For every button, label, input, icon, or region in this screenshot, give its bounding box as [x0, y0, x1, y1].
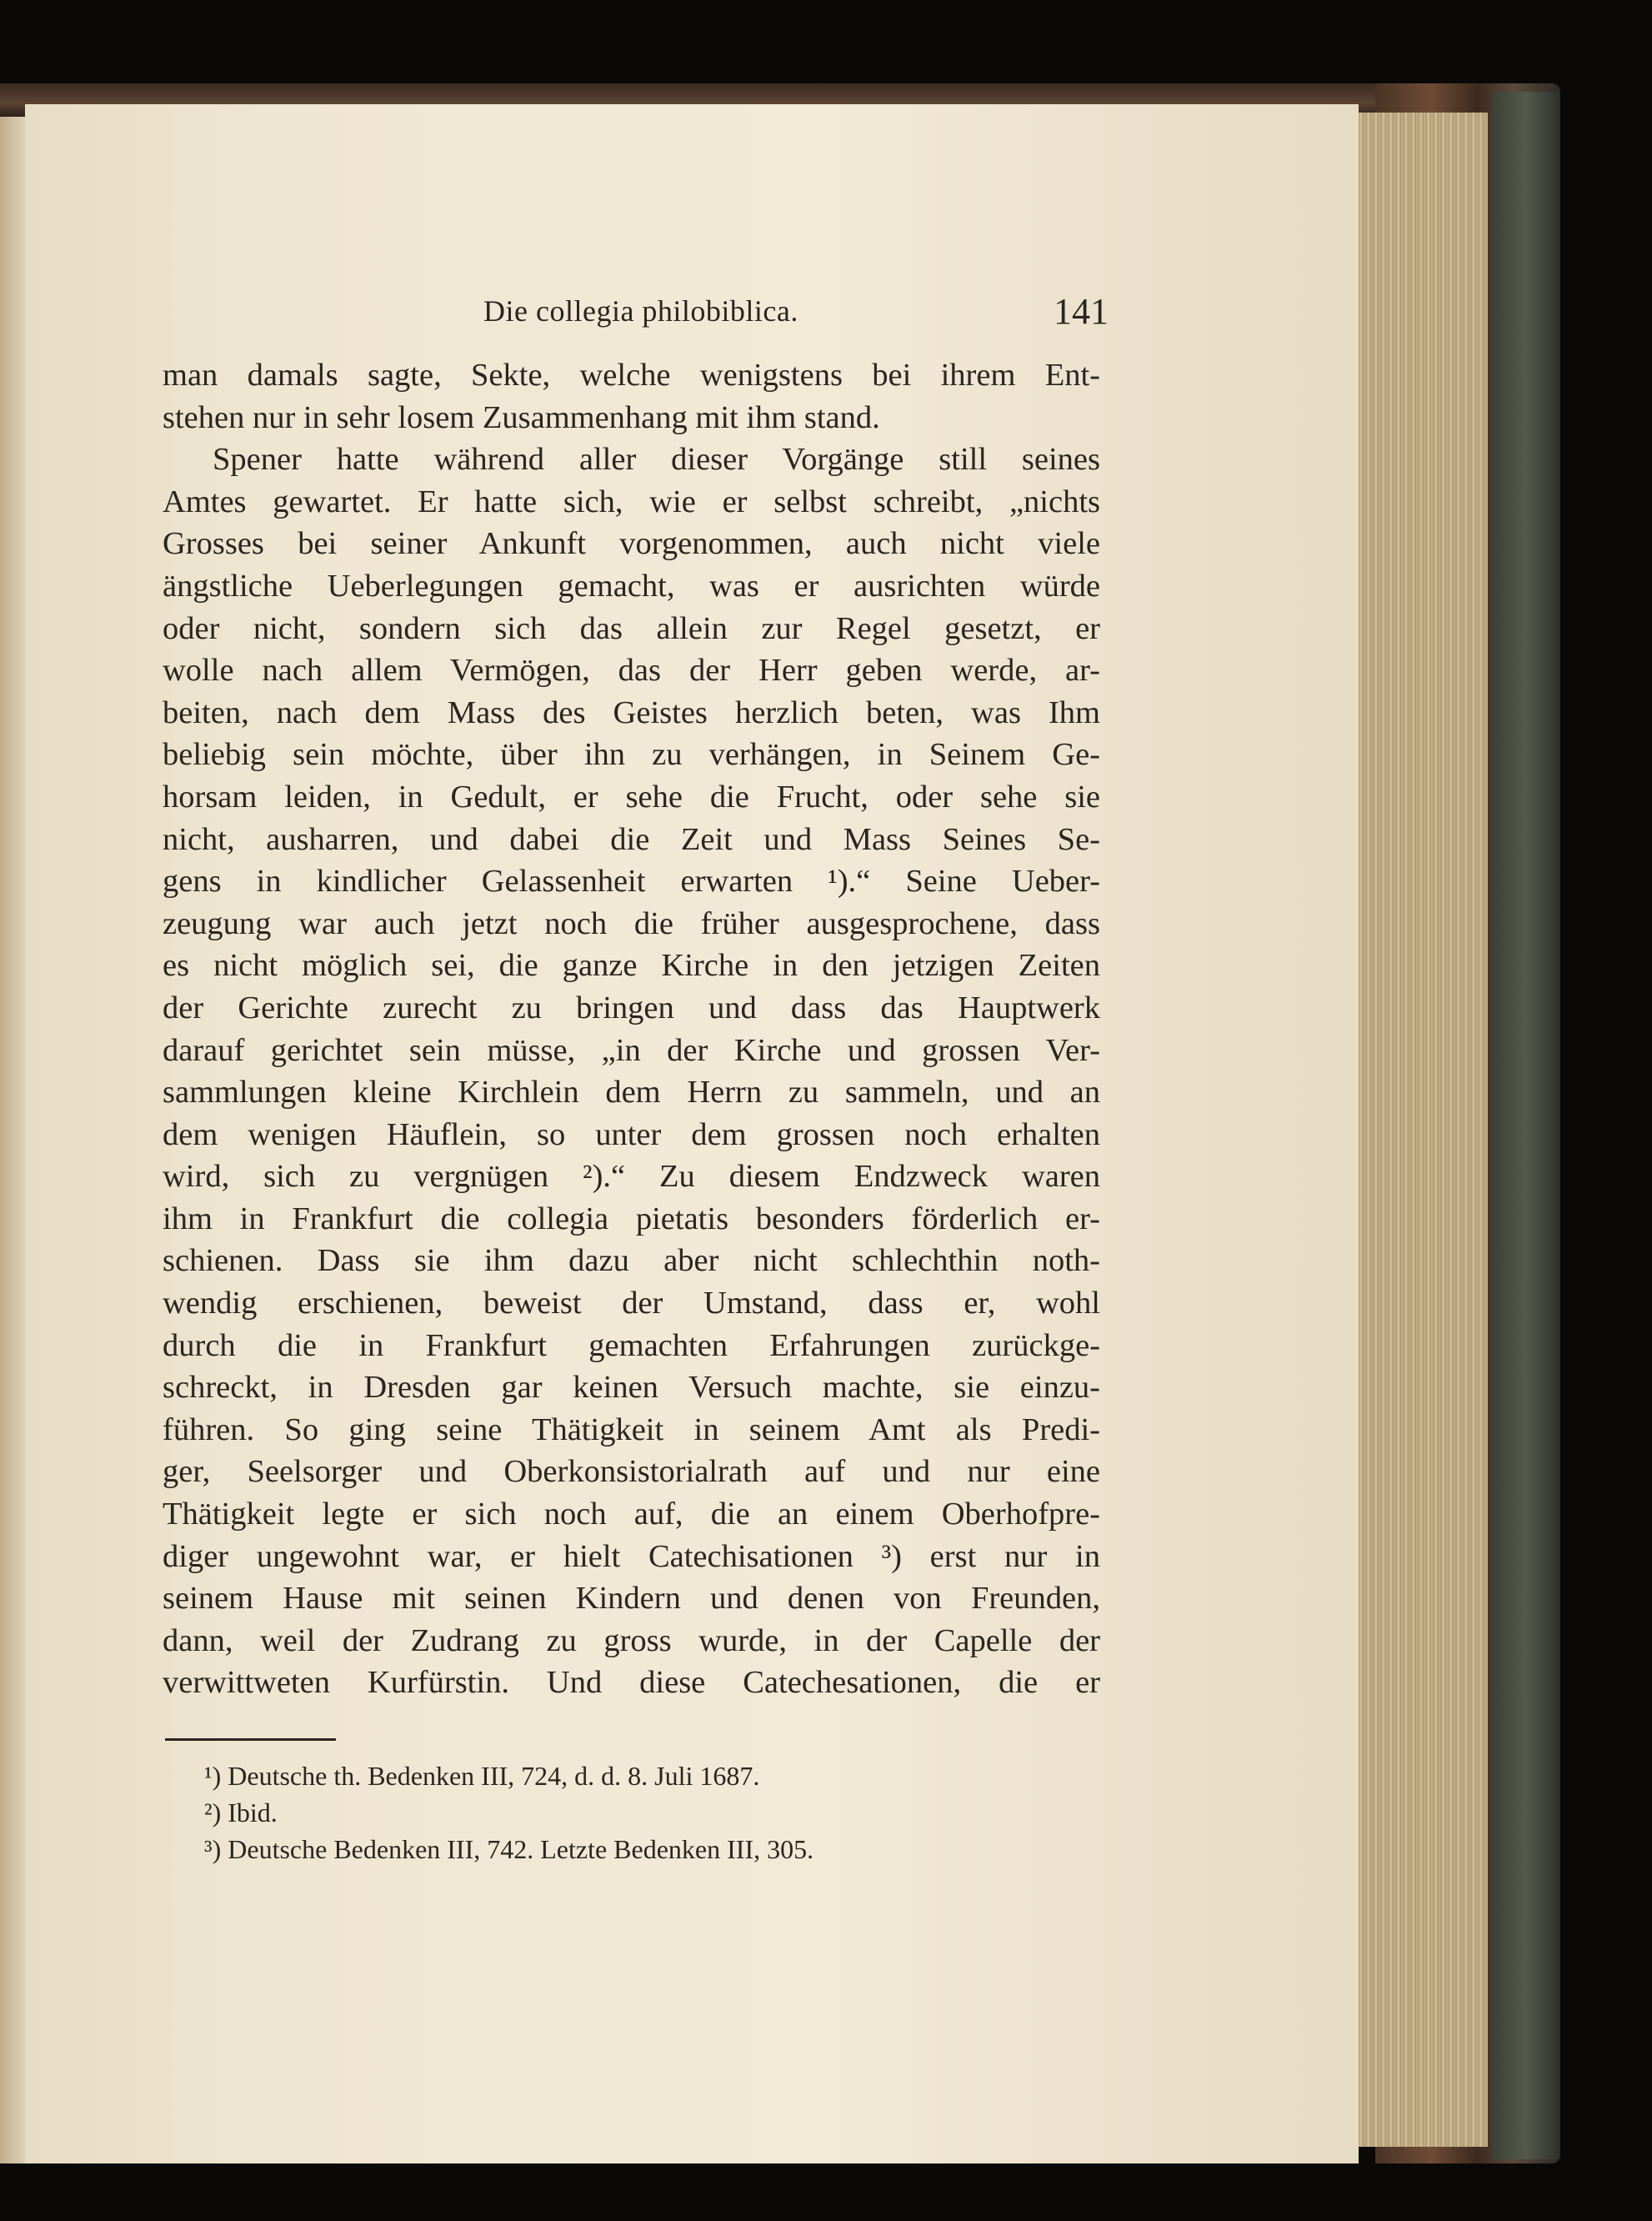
- text-line: Amtes gewartet. Er hatte sich, wie er selbst schreibt, „nichts: [163, 484, 1100, 519]
- text-line: beiten, nach dem Mass des Geistes herzlich beten, was Ihm: [163, 694, 1100, 730]
- text-line: durch die in Frankfurt gemachten Erfahrungen zurückge-: [163, 1327, 1100, 1363]
- body-text: [163, 354, 1100, 1704]
- text-line: darauf gerichtet sein müsse, „in der Kirche und grossen Ver-: [163, 1032, 1100, 1068]
- text-line: ger, Seelsorger und Oberkonsistorialrath auf und nur eine: [163, 1454, 1100, 1490]
- text-line: Thätigkeit legte er sich noch auf, die an einem Oberhofpre-: [163, 1497, 1100, 1532]
- text-line: diger ungewohnt war, er hielt Catechisationen ³) erst nur in: [163, 1538, 1100, 1574]
- text-line: zeugung war auch jetzt noch die früher ausgesprochene, dass: [163, 905, 1100, 941]
- text-line: dann, weil der Zudrang zu gross wurde, in der Capelle der: [163, 1622, 1100, 1658]
- text-line: seinem Hause mit seinen Kindern und denen von Freunden,: [163, 1581, 1100, 1617]
- text-line: ihm in Frankfurt die collegia pietatis besonders förderlich er-: [163, 1201, 1100, 1236]
- text-line: man damals sagte, Sekte, welche wenigstens bei ihrem Ent-: [163, 358, 1100, 393]
- text-line: wird, sich zu vergnügen ²).“ Zu diesem Endzweck waren: [163, 1159, 1100, 1195]
- text-line: ängstliche Ueberlegungen gemacht, was er ausrichten würde: [163, 568, 1100, 604]
- text-line: gens in kindlicher Gelassenheit erwarten ¹).“ Seine Ueber-: [163, 864, 1100, 900]
- footnote: ¹) Deutsche th. Bedenken III, 724, d. d. 8. Juli 1687.: [204, 1761, 760, 1791]
- text-line: schreckt, in Dresden gar keinen Versuch machte, sie einzu-: [163, 1370, 1100, 1406]
- text-line: beliebig sein möchte, über ihn zu verhängen, in Seinem Ge-: [163, 737, 1100, 773]
- text-line: nicht, ausharren, und dabei die Zeit und Mass Seines Se-: [163, 821, 1100, 857]
- text-line: verwittweten Kurfürstin. Und diese Catechesationen, die er: [163, 1665, 1100, 1701]
- running-head: Die collegia philobiblica.: [483, 294, 798, 328]
- footnote: ³) Deutsche Bedenken III, 742. Letzte Bedenken III, 305.: [204, 1834, 814, 1864]
- page-header: [483, 283, 1109, 342]
- text-line: wolle nach allem Vermögen, das der Herr geben werde, ar-: [163, 653, 1100, 689]
- text-line: sammlungen kleine Kirchlein dem Herrn zu sammeln, und an: [163, 1075, 1100, 1110]
- text-line: führen. So ging seine Thätigkeit in seinem Amt als Predi-: [163, 1411, 1100, 1447]
- text-line: dem wenigen Häuflein, so unter dem grossen noch erhalten: [163, 1116, 1100, 1152]
- text-line: Spener hatte während aller dieser Vorgänge still seines: [213, 442, 1100, 478]
- text-line: horsam leiden, in Gedult, er sehe die Frucht, oder sehe sie: [163, 779, 1100, 815]
- page-number: 141: [1054, 291, 1109, 332]
- text-line: stehen nur in sehr losem Zusammenhang mit ihm stand.: [163, 399, 880, 435]
- footnotes: [163, 1757, 996, 1868]
- text-line: es nicht möglich sei, die ganze Kirche in den jetzigen Zeiten: [163, 948, 1100, 984]
- text-line: der Gerichte zurecht zu bringen und dass das Hauptwerk: [163, 990, 1100, 1025]
- text-line: Grosses bei seiner Ankunft vorgenommen, auch nicht viele: [163, 526, 1100, 562]
- footnote: ²) Ibid.: [204, 1797, 278, 1827]
- text-line: schienen. Dass sie ihm dazu aber nicht schlechthin noth-: [163, 1243, 1100, 1279]
- text-line: wendig erschienen, beweist der Umstand, dass er, wohl: [163, 1286, 1100, 1321]
- footnote-rule: [165, 1738, 336, 1741]
- text-line: oder nicht, sondern sich das allein zur Regel gesetzt, er: [163, 610, 1100, 646]
- book-spine-cloth: [1492, 92, 1559, 2159]
